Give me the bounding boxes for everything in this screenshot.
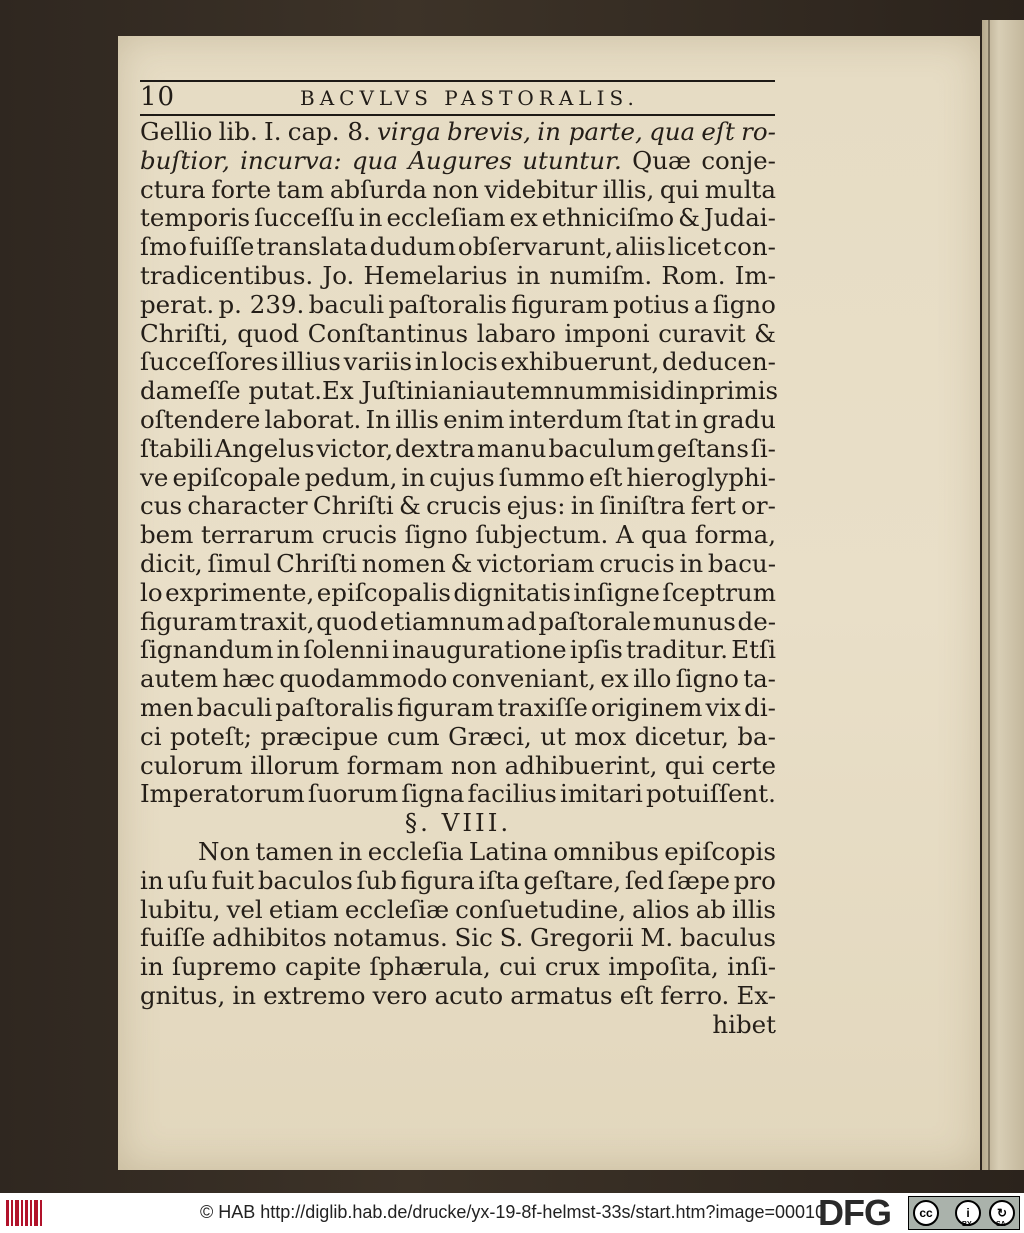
section-heading: §. VIII. bbox=[404, 808, 512, 838]
word: ipſis bbox=[569, 635, 623, 665]
word: bacu- bbox=[707, 548, 776, 578]
text-line bbox=[140, 982, 776, 1011]
word: Sic bbox=[454, 923, 493, 953]
word: illis, bbox=[602, 174, 655, 204]
word: alios bbox=[632, 894, 690, 924]
word: & bbox=[754, 318, 776, 348]
word: geſtare, bbox=[523, 865, 622, 895]
word: in bbox=[338, 836, 363, 866]
word: Quæ bbox=[632, 145, 692, 175]
word: epiſcopale bbox=[172, 462, 301, 492]
word: I. bbox=[264, 117, 282, 146]
word: Judai- bbox=[703, 203, 776, 233]
text-line bbox=[140, 118, 776, 147]
word: baculum bbox=[548, 433, 655, 463]
word: eccleſiam bbox=[386, 203, 506, 233]
text-line bbox=[140, 838, 776, 867]
word: cum bbox=[386, 721, 440, 751]
word: dignitatis bbox=[453, 577, 571, 607]
text-line bbox=[140, 636, 776, 665]
cc-license-badge[interactable] bbox=[908, 1196, 1020, 1230]
word: hæc bbox=[222, 664, 275, 694]
word: inprimis bbox=[675, 376, 779, 406]
word: uſu bbox=[167, 865, 208, 895]
word: numiſm. bbox=[549, 260, 653, 290]
word: di- bbox=[744, 692, 776, 722]
word: ex bbox=[509, 203, 538, 233]
word: Ex Juſtiniani bbox=[322, 376, 476, 406]
text-line bbox=[140, 694, 776, 723]
word: Im- bbox=[734, 260, 776, 290]
word: geſtans bbox=[656, 433, 749, 463]
word: baculos bbox=[257, 865, 353, 895]
word: dudum bbox=[369, 232, 456, 262]
word: etiamnum bbox=[379, 606, 505, 636]
word: id bbox=[652, 376, 676, 406]
text-line bbox=[140, 492, 776, 521]
word: Græci, bbox=[448, 721, 532, 751]
word: dicetur, bbox=[634, 721, 729, 751]
word: capite bbox=[285, 952, 362, 982]
word: eccleſia bbox=[367, 836, 464, 866]
word: vel bbox=[226, 894, 263, 924]
word: munus bbox=[652, 606, 736, 636]
word: ſmo bbox=[140, 232, 188, 262]
word: forma, bbox=[694, 520, 776, 550]
next-page-edge bbox=[982, 20, 1024, 1170]
word: ſtabili bbox=[140, 433, 213, 463]
word: in bbox=[358, 203, 383, 233]
word: manu bbox=[477, 433, 547, 463]
word: ſceptrum bbox=[662, 577, 776, 607]
word: non bbox=[432, 174, 479, 204]
word: illis bbox=[732, 894, 776, 924]
word: ut bbox=[540, 721, 566, 751]
word: ctura bbox=[140, 174, 206, 204]
word: potuiſſent. bbox=[646, 779, 776, 809]
word: quod bbox=[316, 606, 379, 636]
text-line bbox=[140, 204, 776, 233]
page-header bbox=[140, 80, 775, 116]
word: in bbox=[232, 980, 257, 1010]
word: pro bbox=[733, 865, 776, 895]
word: ſucceſſores bbox=[140, 347, 279, 377]
word: translata bbox=[256, 232, 368, 262]
word: in bbox=[570, 491, 595, 521]
text-line bbox=[140, 262, 776, 291]
word: Augures bbox=[408, 145, 512, 175]
footer-bar bbox=[0, 1193, 1024, 1233]
word: figuram bbox=[511, 289, 609, 319]
word: illis bbox=[395, 404, 439, 434]
body-text bbox=[140, 117, 779, 1040]
word: gnitus, bbox=[140, 980, 226, 1010]
hab-logo-icon bbox=[6, 1200, 42, 1226]
text-line bbox=[140, 665, 776, 694]
word: autem bbox=[475, 376, 554, 406]
word: ſigno bbox=[675, 664, 739, 694]
word: crucis bbox=[599, 548, 675, 578]
word: crucis bbox=[426, 491, 502, 521]
header-rule bbox=[140, 80, 775, 82]
word: extremo bbox=[263, 980, 366, 1010]
word: exprimente, bbox=[165, 577, 315, 607]
text-line bbox=[140, 896, 776, 925]
word: crucis bbox=[321, 520, 398, 550]
word: victor, bbox=[316, 433, 394, 463]
word: men bbox=[140, 692, 194, 722]
word: baculi bbox=[308, 289, 385, 319]
text-line bbox=[140, 752, 776, 781]
word: eſt bbox=[701, 117, 735, 146]
word: virga bbox=[377, 117, 441, 146]
word: ejus: bbox=[506, 491, 566, 521]
word: ſiniſtra bbox=[599, 491, 686, 521]
word: paſtoralis bbox=[275, 692, 394, 722]
text-line bbox=[140, 376, 779, 406]
word: in bbox=[276, 635, 301, 665]
word: ſignandum bbox=[140, 635, 274, 665]
word: certe bbox=[711, 750, 776, 780]
word: pedum, bbox=[304, 462, 398, 492]
word: facilius bbox=[467, 779, 557, 809]
word: Gregorii bbox=[530, 923, 634, 953]
page-number: 10 bbox=[140, 82, 176, 112]
word: locis bbox=[441, 347, 498, 377]
word: in bbox=[516, 260, 541, 290]
word: ſæpe bbox=[667, 865, 731, 895]
word: terrarum bbox=[201, 520, 315, 550]
text-line bbox=[140, 147, 776, 176]
word: buſtior, bbox=[140, 145, 230, 175]
word: interdum bbox=[508, 404, 623, 434]
word: brevis, bbox=[447, 117, 531, 146]
word: ſubjectum. bbox=[475, 520, 609, 550]
word: figuram bbox=[140, 606, 238, 636]
word: ſimul bbox=[207, 548, 272, 578]
word: etiam bbox=[268, 894, 339, 924]
word: In bbox=[365, 404, 391, 434]
word: character bbox=[187, 491, 308, 521]
word: ba- bbox=[737, 721, 776, 751]
word: imitari bbox=[559, 779, 643, 809]
word: nummis bbox=[553, 376, 653, 406]
word: & bbox=[450, 548, 473, 578]
word: qua bbox=[351, 145, 398, 175]
word: temporis bbox=[140, 203, 251, 233]
word: qui bbox=[664, 750, 705, 780]
word: Non bbox=[198, 836, 250, 866]
word: omnibus bbox=[553, 836, 659, 866]
word: acuto bbox=[434, 980, 504, 1010]
word: incurva: bbox=[240, 145, 342, 175]
text-line bbox=[140, 953, 776, 982]
attribution-icon: i bbox=[955, 1200, 981, 1226]
text-line bbox=[140, 406, 776, 435]
word: ſucceſſu bbox=[254, 203, 355, 233]
word: crux bbox=[544, 952, 600, 982]
word: vix bbox=[705, 692, 741, 722]
word: fuiſſe bbox=[189, 232, 255, 262]
word: imponi bbox=[564, 318, 650, 348]
word: illo bbox=[633, 664, 672, 694]
word: eſt bbox=[619, 980, 654, 1010]
word: videbitur bbox=[484, 174, 598, 204]
text-line bbox=[140, 780, 776, 809]
word: baculi bbox=[196, 692, 273, 722]
text-line bbox=[140, 233, 776, 262]
word: culorum bbox=[140, 750, 243, 780]
word: de- bbox=[737, 606, 776, 636]
word: notamus. bbox=[333, 923, 448, 953]
word: formam bbox=[346, 750, 444, 780]
word: Jo. bbox=[322, 260, 355, 290]
word: traditur. bbox=[625, 635, 729, 665]
word: in parte, bbox=[537, 117, 643, 146]
word: ferro. bbox=[660, 980, 730, 1010]
text-line bbox=[140, 723, 776, 752]
word: Latina bbox=[468, 836, 548, 866]
word: illius bbox=[281, 347, 341, 377]
word: quod bbox=[237, 318, 300, 348]
word: epiſcopis bbox=[664, 836, 776, 866]
word: Hemelarius bbox=[363, 260, 508, 290]
word: ethniciſmo bbox=[541, 203, 675, 233]
word: impoſita, bbox=[608, 952, 719, 982]
word: in bbox=[140, 865, 164, 895]
word: conje- bbox=[701, 145, 776, 175]
word: adhibitos bbox=[212, 923, 327, 953]
word: ad bbox=[506, 606, 537, 636]
word: cui bbox=[499, 952, 537, 982]
word: ſigna bbox=[401, 779, 465, 809]
word: originem bbox=[591, 692, 703, 722]
word: tam bbox=[276, 174, 325, 204]
text-line bbox=[140, 550, 776, 579]
word: ſolenni bbox=[303, 635, 389, 665]
text-line bbox=[140, 608, 776, 637]
word: laborat. bbox=[264, 404, 362, 434]
word: ve bbox=[140, 462, 169, 492]
text-line bbox=[140, 464, 776, 493]
text-line bbox=[140, 435, 776, 464]
word: a bbox=[693, 289, 709, 319]
word: ſi- bbox=[750, 433, 776, 463]
word: cap. 8. bbox=[287, 117, 371, 146]
word: A bbox=[615, 520, 634, 550]
word: ta- bbox=[743, 664, 776, 694]
word: inſi- bbox=[727, 952, 776, 982]
word: conveniant, bbox=[451, 664, 597, 694]
word: aliis bbox=[614, 232, 666, 262]
text-line bbox=[140, 521, 776, 550]
word: abſurda bbox=[329, 174, 427, 204]
word: Chriſti bbox=[276, 548, 357, 578]
word: epiſcopalis bbox=[316, 577, 451, 607]
text-line bbox=[140, 320, 776, 349]
running-title: BACVLVS PASTORALIS. bbox=[300, 86, 639, 110]
word: in bbox=[674, 404, 699, 434]
copyright-url[interactable]: © HAB http://diglib.hab.de/drucke/yx-19-8f-helmst-33s/start.htm?image=00010 bbox=[200, 1202, 826, 1222]
word: dicit, bbox=[140, 548, 203, 578]
word: eccleſiæ bbox=[344, 894, 450, 924]
sa-label: SA bbox=[996, 1221, 1006, 1228]
word: ſub bbox=[356, 865, 397, 895]
word: ſed bbox=[624, 865, 665, 895]
word: tamen bbox=[255, 836, 334, 866]
word: eſſe putat. bbox=[193, 376, 323, 406]
word: armatus bbox=[510, 980, 613, 1010]
word: utuntur. bbox=[522, 145, 622, 175]
word: baculus bbox=[679, 923, 776, 953]
word: or- bbox=[741, 491, 776, 521]
word: Ex- bbox=[736, 980, 776, 1010]
word: S. bbox=[499, 923, 524, 953]
word: quodammodo bbox=[279, 664, 448, 694]
word: adhibuerint, bbox=[504, 750, 658, 780]
word: dam bbox=[140, 376, 194, 406]
word: lib. bbox=[218, 117, 258, 146]
word: forte bbox=[211, 174, 272, 204]
word: paſtorale bbox=[538, 606, 651, 636]
word: multa bbox=[704, 174, 776, 204]
word: obſervarunt, bbox=[457, 232, 613, 262]
word: illorum bbox=[250, 750, 340, 780]
word: Chriſti bbox=[312, 491, 394, 521]
share-alike-icon: ↻ bbox=[989, 1200, 1015, 1226]
word: ab bbox=[695, 894, 726, 924]
by-label: BY bbox=[962, 1221, 972, 1228]
word: bem bbox=[140, 520, 194, 550]
word: dextra bbox=[395, 433, 476, 463]
word: curavit bbox=[658, 318, 746, 348]
word: ro- bbox=[741, 117, 776, 146]
word: hieroglyphi- bbox=[626, 462, 776, 492]
word: enim bbox=[443, 404, 505, 434]
word: oſtendere bbox=[140, 404, 261, 434]
word: licet bbox=[667, 232, 722, 262]
word: eſt bbox=[588, 462, 623, 492]
word: iſta bbox=[478, 865, 520, 895]
word: inſigne bbox=[573, 577, 660, 607]
word: figura bbox=[400, 865, 475, 895]
word: non bbox=[450, 750, 498, 780]
catchword: hibet bbox=[712, 1009, 776, 1039]
word: potius bbox=[613, 289, 690, 319]
word: Angelus bbox=[214, 433, 315, 463]
word: & bbox=[678, 203, 700, 233]
cc-icon: cc bbox=[913, 1200, 939, 1226]
word: gradu bbox=[702, 404, 776, 434]
word: vero bbox=[372, 980, 428, 1010]
word: ſigno bbox=[712, 289, 776, 319]
word: inauguratione bbox=[392, 635, 567, 665]
word: Conſtantinus bbox=[307, 318, 469, 348]
word: deducen- bbox=[662, 347, 776, 377]
word: lubitu, bbox=[140, 894, 221, 924]
word: ſuorum bbox=[307, 779, 399, 809]
word: fuiſſe bbox=[140, 923, 206, 953]
word: Imperatorum bbox=[140, 779, 305, 809]
word: Gellio bbox=[140, 117, 213, 146]
word: exhibuerunt, bbox=[500, 347, 660, 377]
word: Etſi bbox=[731, 635, 776, 665]
word: in bbox=[401, 462, 426, 492]
word: mox bbox=[574, 721, 627, 751]
word: M. bbox=[640, 923, 674, 953]
word: poteſt; bbox=[170, 721, 252, 751]
word: qui bbox=[659, 174, 700, 204]
word: lo bbox=[140, 577, 163, 607]
text-line bbox=[140, 867, 776, 896]
word: in bbox=[140, 952, 164, 982]
word: p. 239. bbox=[218, 289, 305, 319]
word: Rom. bbox=[661, 260, 726, 290]
word: ci bbox=[140, 721, 162, 751]
word: traxit, bbox=[239, 606, 315, 636]
word: paſtoralis bbox=[388, 289, 507, 319]
word: figuram bbox=[396, 692, 495, 722]
word: fert bbox=[690, 491, 736, 521]
text-line bbox=[140, 924, 776, 953]
word: traxiſſe bbox=[497, 692, 588, 722]
word: qua bbox=[641, 520, 688, 550]
word: ſphærula, bbox=[369, 952, 491, 982]
text-line bbox=[140, 348, 776, 377]
word: labaro bbox=[476, 318, 556, 348]
word: ſummo bbox=[498, 462, 585, 492]
word: victoriam bbox=[477, 548, 595, 578]
word: cus bbox=[140, 491, 183, 521]
word: variis bbox=[343, 347, 413, 377]
dfg-logo: DFG bbox=[818, 1192, 891, 1233]
text-line bbox=[140, 579, 776, 608]
word: ſupremo bbox=[171, 952, 277, 982]
word: ex bbox=[600, 664, 629, 694]
word: con- bbox=[723, 232, 776, 262]
word: cujus bbox=[429, 462, 495, 492]
word: qua bbox=[649, 117, 696, 146]
word: nomen bbox=[361, 548, 446, 578]
text-line bbox=[140, 291, 776, 320]
text-line bbox=[140, 176, 776, 205]
word: autem bbox=[140, 664, 218, 694]
word: conſuetudine, bbox=[455, 894, 626, 924]
word: perat. bbox=[140, 289, 215, 319]
word: ſtat bbox=[627, 404, 671, 434]
word: Chriſti, bbox=[140, 318, 229, 348]
word: tradicentibus. bbox=[140, 260, 314, 290]
word: præcipue bbox=[260, 721, 379, 751]
word: in bbox=[414, 347, 439, 377]
word: fuit bbox=[211, 865, 255, 895]
word: in bbox=[679, 548, 704, 578]
word: & bbox=[399, 491, 421, 521]
word: ſigno bbox=[404, 520, 468, 550]
